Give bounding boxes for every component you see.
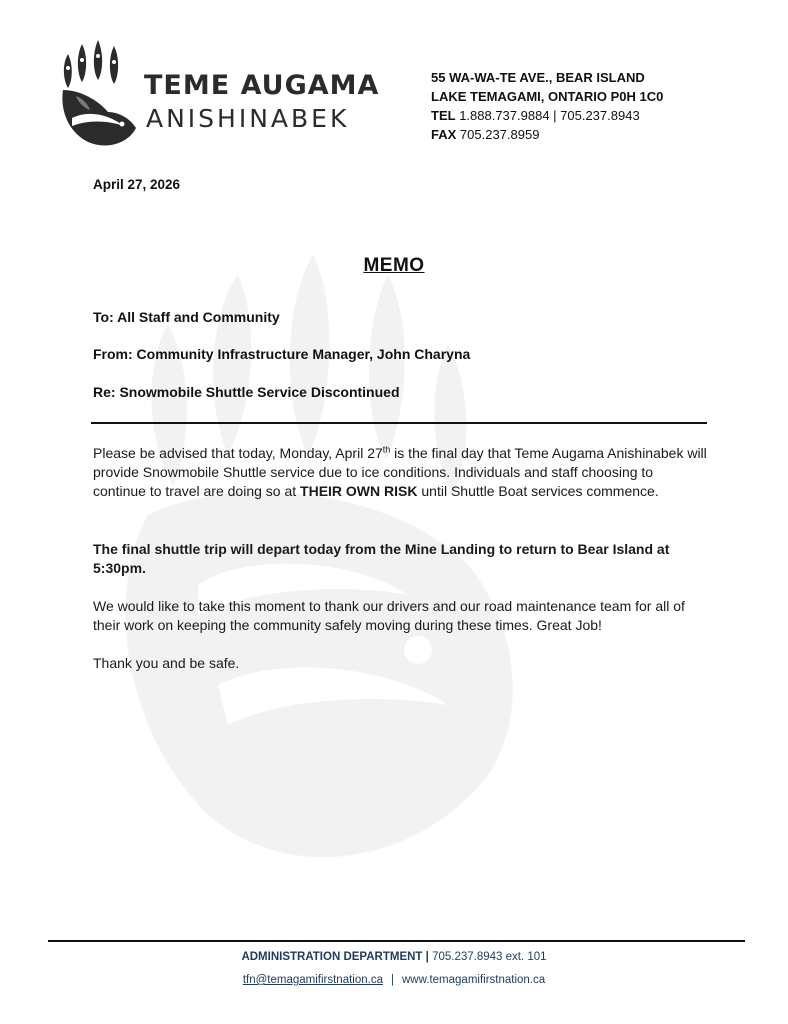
- p1-text-b: is the final day that Teme Augama Anishinabek will provide Snowmobile Shuttle service due to ice conditions. Individuals and staff choosing to continue to travel are doing so at: [93, 445, 707, 499]
- org-logo: [58, 40, 380, 150]
- memo-to: To: All Staff and Community: [93, 309, 280, 325]
- footer-link-separator: |: [390, 974, 394, 986]
- footer-links-line: [0, 974, 788, 986]
- footer-separator: |: [425, 951, 429, 963]
- p1-superscript: th: [382, 444, 391, 455]
- fax-value: 705.237.8959: [459, 127, 540, 142]
- fax-line: [431, 125, 663, 144]
- footer-phone: 705.237.8943 ext. 101: [432, 951, 547, 963]
- memo-from: From: Community Infrastructure Manager, John Charyna: [93, 346, 471, 362]
- footer-divider: [48, 940, 745, 942]
- p1-emphasis: THEIR OWN RISK: [300, 483, 418, 499]
- body-paragraph-1: [93, 444, 709, 501]
- p1-text-c: until Shuttle Boat services commence.: [417, 483, 659, 499]
- address-line2: LAKE TEMAGAMI, ONTARIO P0H 1C0: [431, 89, 664, 104]
- footer-department: ADMINISTRATION DEPARTMENT: [241, 951, 423, 963]
- memo-title: MEMO: [363, 255, 425, 276]
- footer-website-link[interactable]: www.temagamifirstnation.ca: [401, 974, 546, 986]
- address-block: [431, 68, 663, 144]
- footer-email-link[interactable]: tfn@temagamifirstnation.ca: [242, 974, 383, 986]
- tel-line: [431, 106, 663, 125]
- tel-value: 1.888.737.9884 | 705.237.8943: [459, 108, 640, 123]
- footer-department-line: [0, 951, 788, 963]
- body-closing: Thank you and be safe.: [93, 655, 240, 671]
- tel-label: TEL: [431, 108, 456, 123]
- memo-re: Re: Snowmobile Shuttle Service Discontinued: [93, 384, 400, 400]
- bear-paw-fish-logo-icon: [58, 40, 138, 148]
- address-line1: 55 WA-WA-TE AVE., BEAR ISLAND: [431, 70, 645, 85]
- header-divider: [91, 422, 707, 424]
- org-name-line2: ANISHINABEK: [146, 104, 350, 133]
- memo-date: April 27, 2026: [93, 177, 181, 192]
- body-paragraph-3: We would like to take this moment to thank our drivers and our road maintenance team for all of their work on keeping the community safely moving during these times. Great Job!: [93, 598, 685, 633]
- body-paragraph-2: The final shuttle trip will depart today from the Mine Landing to return to Bear Island at 5:30pm.: [93, 541, 670, 576]
- fax-label: FAX: [431, 127, 457, 142]
- p1-text-a: Please be advised that today, Monday, April 27: [93, 445, 383, 461]
- org-name-line1: TEME AUGAMA: [144, 70, 380, 101]
